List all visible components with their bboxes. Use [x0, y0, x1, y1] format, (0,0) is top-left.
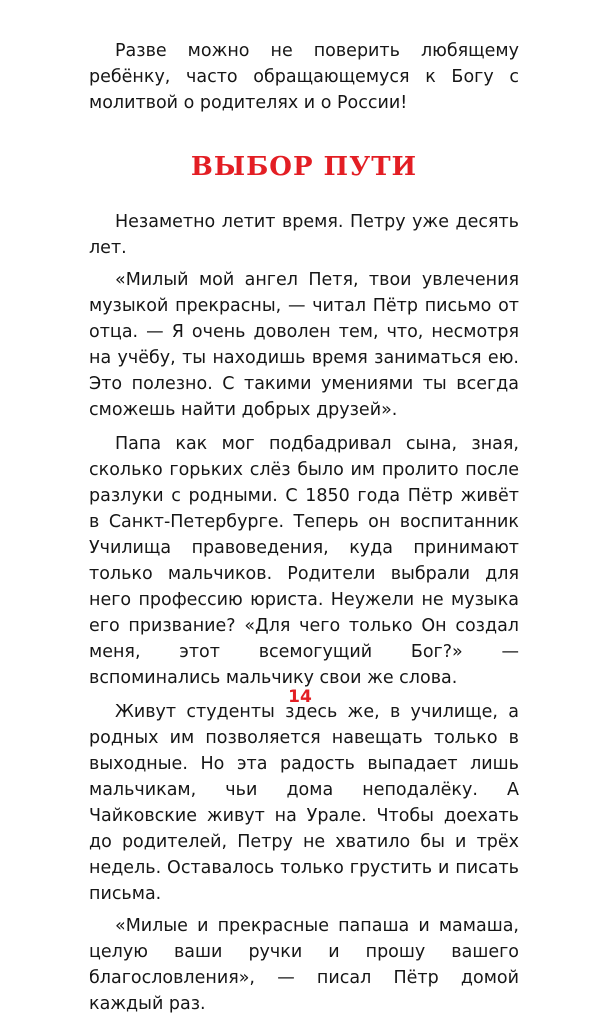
paragraph-5: «Милые и прекрасные папаша и мамаша, целую ваши ручки и прошу вашего благословления», — писал Пётр домой каждый раз. — [89, 916, 519, 1014]
paragraph-3: Папа как мог подбадривал сына, зная, сколько горьких слёз было им пролито после разлуки с родными. С 1850 года Пётр живёт в Санкт-Петербурге. Теперь он воспитанник Училища правоведения, куда принимают только мальчиков. Родители выбрали для него профессию юриста. Неужели не музыка его призвание? «Для чего только Он создал меня, этот всемогущий Бог?» — вспоминались мальчику свои же слова. — [89, 434, 519, 688]
page-number: 14 — [288, 687, 312, 707]
paragraph-1: Незаметно летит время. Петру уже десять лет. — [89, 212, 519, 258]
chapter-heading: ВЫБОР ПУТИ — [190, 152, 418, 182]
paragraph-4: Живут студенты здесь же, в училище, а родных им позволяется навещать только в выходные. Но эта радость выпадает лишь мальчикам, чьи дома неподалёку. А Чайковские живут на Урале. Чтобы доехать до родителей, Петру не хватило бы и трёх недель. Оставалось только грустить и писать письма. — [89, 702, 519, 904]
page-body — [89, 38, 519, 1017]
paragraph-2: «Милый мой ангел Петя, твои увлечения музыкой прекрасны, — читал Пётр письмо от отца. — Я очень доволен тем, что, несмотря на учёбу, ты находишь время заниматься ею. Это полезно. С такими умениями ты всегда сможешь найти добрых друзей». — [89, 270, 519, 420]
intro-paragraph: Разве можно не поверить любящему ребёнку, часто обращающемуся к Богу с молитвой о родителях и о России! — [89, 41, 519, 113]
